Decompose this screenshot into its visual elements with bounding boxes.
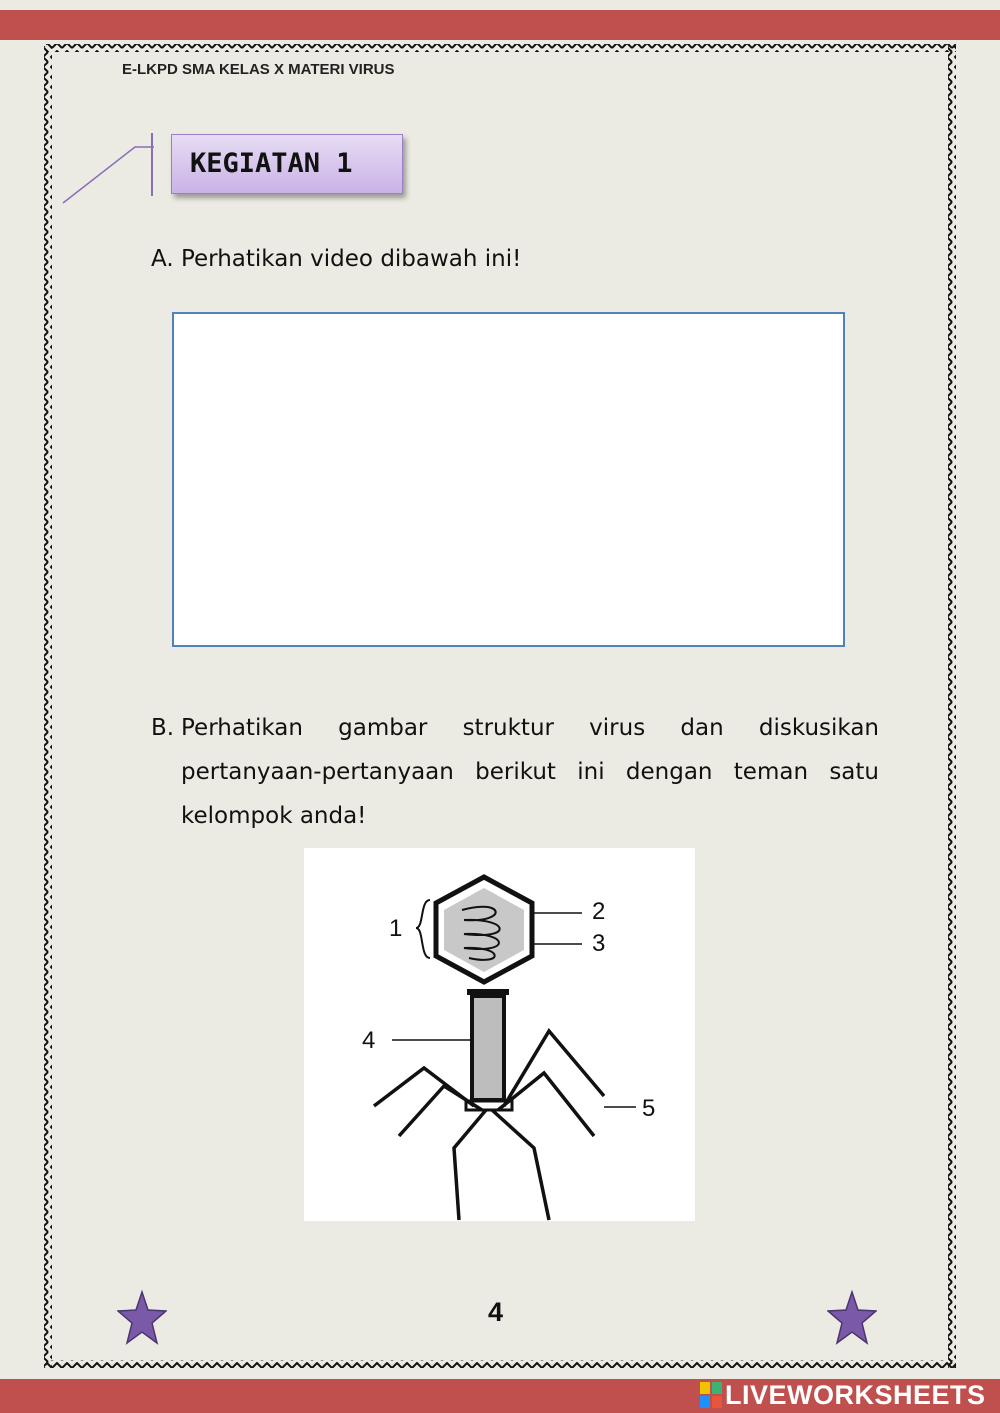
section-a — [151, 246, 521, 272]
star-icon — [827, 1290, 877, 1346]
tail-fiber-shape — [454, 1110, 486, 1220]
liveworksheets-logo[interactable] — [700, 1380, 986, 1410]
label-4: 4 — [362, 1027, 376, 1054]
liveworksheets-brand: LIVEWORKSHEETS — [725, 1379, 986, 1410]
activity-title-badge: KEGIATAN 1 — [171, 134, 403, 194]
section-a-marker: A. — [151, 246, 174, 272]
section-b-marker: B. — [151, 715, 175, 741]
page-number: 4 — [488, 1297, 504, 1327]
label-3: 3 — [592, 930, 606, 957]
label-5: 5 — [642, 1095, 656, 1122]
label-1: 1 — [389, 915, 403, 942]
decorative-bracket — [60, 130, 160, 210]
bacteriophage-diagram — [304, 848, 695, 1221]
star-icon — [117, 1290, 167, 1346]
label-2: 2 — [592, 898, 606, 925]
tail-sheath-shape — [472, 996, 504, 1100]
section-b — [151, 706, 879, 838]
section-b-text: Perhatikan gambar struktur virus dan diskusikan pertanyaan-pertanyaan berikut ini dengan teman satu kelompok anda! — [181, 715, 879, 829]
tail-fiber-shape — [374, 1068, 474, 1106]
liveworksheets-logo-icon — [700, 1382, 722, 1408]
video-player[interactable] — [172, 312, 845, 647]
virus-structure-figure — [304, 848, 695, 1221]
top-band — [0, 10, 1000, 40]
header-title: E-LKPD SMA KELAS X MATERI VIRUS — [122, 61, 395, 78]
label-1-bracket — [416, 900, 430, 958]
tail-fiber-shape — [492, 1110, 549, 1220]
section-a-text: Perhatikan video dibawah ini! — [180, 246, 522, 272]
